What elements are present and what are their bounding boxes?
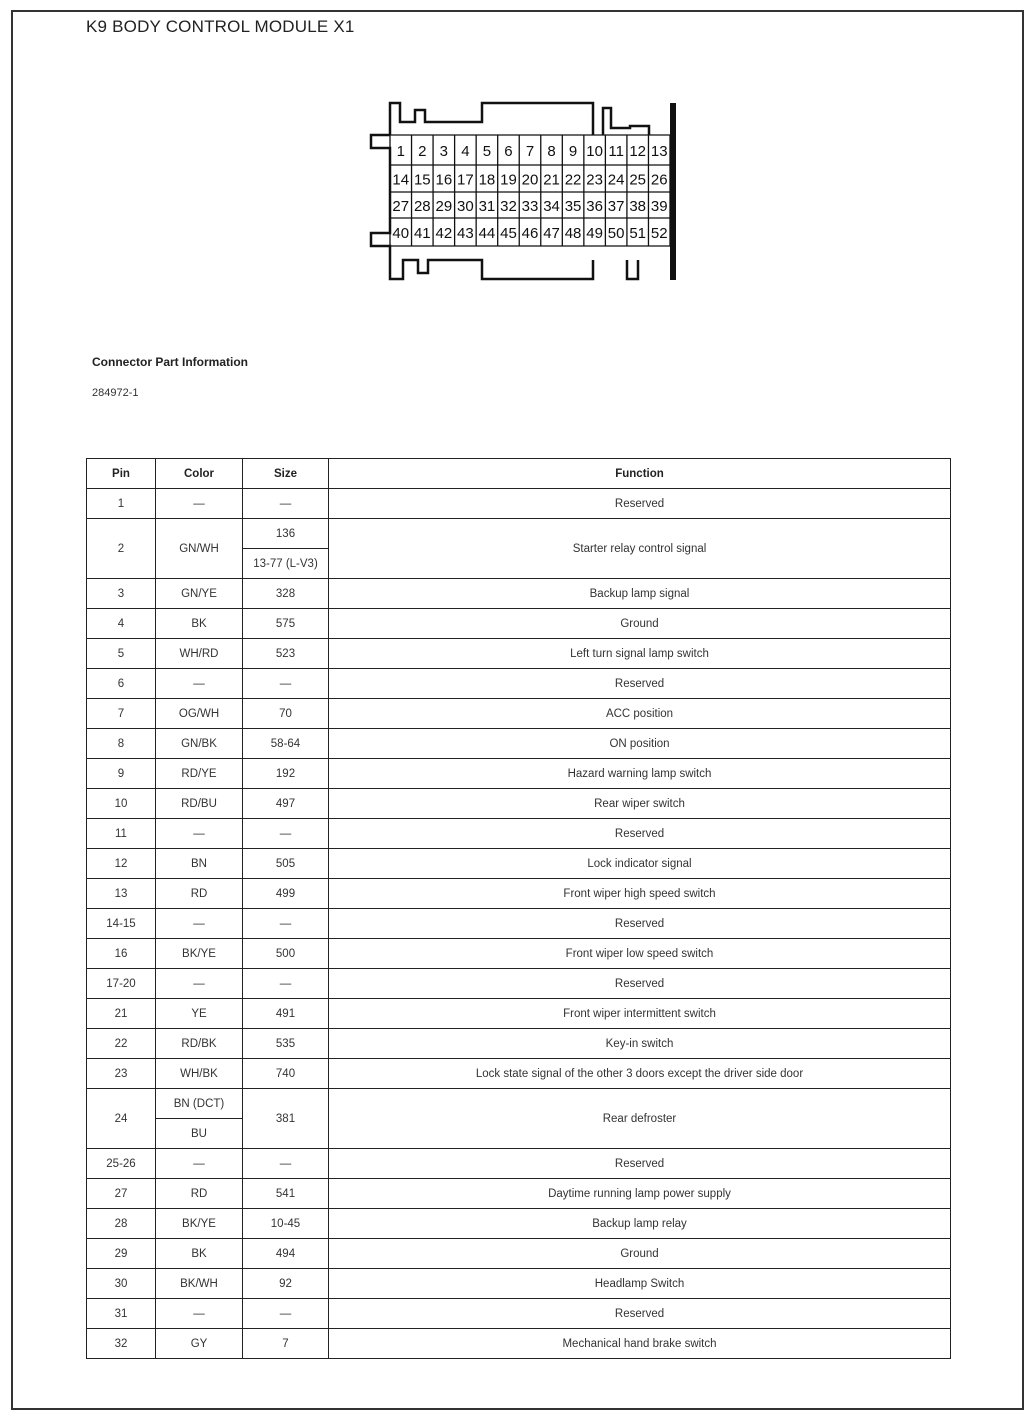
pin-cell: 27: [87, 1179, 156, 1209]
connector-pin-label: 12: [629, 143, 647, 160]
table-row: [87, 1089, 951, 1119]
color-cell: —: [156, 909, 243, 939]
size-cell: 58-64: [243, 729, 329, 759]
connector-pin-label: 33: [521, 198, 539, 215]
connector-pin-label: 39: [650, 198, 668, 215]
connector-part-number: 284972-1: [92, 387, 139, 399]
connector-pin-label: 15: [413, 171, 431, 189]
function-cell: Headlamp Switch: [329, 1269, 951, 1299]
function-cell: Daytime running lamp power supply: [329, 1179, 951, 1209]
color-cell: —: [156, 669, 243, 699]
table-row: [87, 1029, 951, 1059]
table-row: [87, 1299, 951, 1329]
color-cell: GN/YE: [156, 579, 243, 609]
connector-pin-label: 42: [435, 225, 453, 242]
color-cell: BK/WH: [156, 1269, 243, 1299]
pin-cell: 30: [87, 1269, 156, 1299]
size-cell: 505: [243, 849, 329, 879]
connector-pin-label: 11: [608, 143, 624, 160]
header-function: Function: [329, 459, 951, 489]
connector-pin-label: 24: [607, 171, 625, 189]
pin-cell: 11: [87, 819, 156, 849]
connector-pin-label: 26: [650, 171, 668, 189]
table-row: [87, 969, 951, 999]
table-row: [87, 1149, 951, 1179]
function-cell: Reserved: [329, 669, 951, 699]
size-cell: —: [243, 489, 329, 519]
color-cell: GN/BK: [156, 729, 243, 759]
function-cell: Backup lamp relay: [329, 1209, 951, 1239]
table-row: [87, 849, 951, 879]
pin-cell: 23: [87, 1059, 156, 1089]
connector-pin-label: 40: [392, 225, 410, 242]
size-cell: —: [243, 909, 329, 939]
connector-pin-label: 31: [478, 198, 496, 215]
pin-cell: 17-20: [87, 969, 156, 999]
size-cell: 10-45: [243, 1209, 329, 1239]
connector-pin-label: 25: [629, 171, 647, 189]
size-cell: 7: [243, 1329, 329, 1359]
connector-pin-label: 45: [500, 225, 517, 242]
size-cell: 499: [243, 879, 329, 909]
size-cell: 500: [243, 939, 329, 969]
connector-pin-label: 47: [543, 225, 560, 242]
pin-cell: 16: [87, 939, 156, 969]
connector-pin-label: 44: [478, 225, 496, 242]
connector-pin-label: 28: [413, 198, 431, 215]
function-cell: Backup lamp signal: [329, 579, 951, 609]
table-row: [87, 579, 951, 609]
function-cell: ON position: [329, 729, 951, 759]
connector-pin-label: 50: [607, 225, 625, 242]
table-row: [87, 729, 951, 759]
connector-pin-label: 35: [564, 198, 582, 215]
table-row: [87, 1239, 951, 1269]
color-cell: —: [156, 1149, 243, 1179]
connector-pin-label: 23: [586, 171, 603, 189]
connector-pin-label: 20: [521, 171, 539, 189]
size-cell: 328: [243, 579, 329, 609]
pin-cell: 2: [87, 519, 156, 579]
pin-cell: 10: [87, 789, 156, 819]
header-color: Color: [156, 459, 243, 489]
connector-pin-label: 16: [435, 171, 453, 189]
connector-pin-label: 3: [439, 143, 449, 160]
connector-pin-label: 32: [500, 198, 517, 215]
size-cell: —: [243, 969, 329, 999]
color-cell: GN/WH: [156, 519, 243, 579]
connector-pin-label: 5: [482, 143, 492, 160]
function-cell: Lock indicator signal: [329, 849, 951, 879]
function-cell: Starter relay control signal: [329, 519, 951, 579]
function-cell: Hazard warning lamp switch: [329, 759, 951, 789]
connector-pin-label: 1: [396, 143, 405, 160]
color-cell: BK/YE: [156, 939, 243, 969]
color-cell: —: [156, 489, 243, 519]
connector-pin-label: 30: [457, 198, 474, 215]
connector-pin-label: 29: [435, 198, 453, 215]
color-cell: —: [156, 969, 243, 999]
pin-cell: 25-26: [87, 1149, 156, 1179]
connector-pin-label: 37: [607, 198, 625, 215]
table-row: [87, 669, 951, 699]
function-cell: Reserved: [329, 1299, 951, 1329]
function-cell: Front wiper intermittent switch: [329, 999, 951, 1029]
pin-cell: 28: [87, 1209, 156, 1239]
size-cell: —: [243, 819, 329, 849]
table-row: [87, 789, 951, 819]
function-cell: Key-in switch: [329, 1029, 951, 1059]
table-row: [87, 699, 951, 729]
pin-cell: 9: [87, 759, 156, 789]
table-row: [87, 999, 951, 1029]
function-cell: Reserved: [329, 969, 951, 999]
function-cell: Ground: [329, 1239, 951, 1269]
size-cell: 136: [243, 519, 329, 549]
function-cell: Reserved: [329, 1149, 951, 1179]
pin-cell: 8: [87, 729, 156, 759]
connector-pin-label: 46: [521, 225, 539, 242]
connector-part-heading: Connector Part Information: [92, 355, 249, 369]
color-cell: —: [156, 819, 243, 849]
pin-cell: 31: [87, 1299, 156, 1329]
table-row: [87, 1269, 951, 1299]
connector-pin-label: 18: [478, 171, 496, 189]
page-title: K9 BODY CONTROL MODULE X1: [86, 17, 355, 36]
table-row: [87, 759, 951, 789]
pin-cell: 1: [87, 489, 156, 519]
function-cell: Reserved: [329, 909, 951, 939]
connector-pin-label: 21: [543, 171, 560, 189]
table-row: [87, 489, 951, 519]
pin-cell: 6: [87, 669, 156, 699]
table-row: [87, 879, 951, 909]
color-cell: RD/BK: [156, 1029, 243, 1059]
color-cell: BU: [156, 1119, 243, 1149]
size-cell: —: [243, 1299, 329, 1329]
size-cell: 192: [243, 759, 329, 789]
size-cell: 575: [243, 609, 329, 639]
connector-pin-label: 13: [650, 143, 668, 160]
pin-cell: 14-15: [87, 909, 156, 939]
size-cell: 523: [243, 639, 329, 669]
table-row: [87, 639, 951, 669]
color-cell: WH/BK: [156, 1059, 243, 1089]
color-cell: YE: [156, 999, 243, 1029]
pin-cell: 21: [87, 999, 156, 1029]
connector-pin-label: 22: [564, 171, 582, 189]
pin-cell: 22: [87, 1029, 156, 1059]
function-cell: Left turn signal lamp switch: [329, 639, 951, 669]
connector-pin-label: 49: [586, 225, 603, 242]
function-cell: Mechanical hand brake switch: [329, 1329, 951, 1359]
color-cell: BN: [156, 849, 243, 879]
size-cell: 381: [243, 1089, 329, 1149]
function-cell: Reserved: [329, 819, 951, 849]
connector-pin-label: 4: [461, 143, 470, 160]
connector-pin-label: 6: [504, 143, 513, 160]
pin-cell: 29: [87, 1239, 156, 1269]
color-cell: GY: [156, 1329, 243, 1359]
table-header-row: [87, 459, 951, 489]
connector-pin-label: 8: [547, 143, 556, 160]
size-cell: 740: [243, 1059, 329, 1089]
color-cell: —: [156, 1299, 243, 1329]
function-cell: ACC position: [329, 699, 951, 729]
function-cell: Lock state signal of the other 3 doors except the driver side door: [329, 1059, 951, 1089]
pin-cell: 5: [87, 639, 156, 669]
table-row: [87, 1329, 951, 1359]
table-row: [87, 909, 951, 939]
function-cell: Front wiper high speed switch: [329, 879, 951, 909]
table-row: [87, 519, 951, 549]
connector-pin-label: 36: [586, 198, 603, 215]
color-cell: BK/YE: [156, 1209, 243, 1239]
pin-table: [86, 458, 951, 1359]
pin-cell: 24: [87, 1089, 156, 1149]
size-cell: 535: [243, 1029, 329, 1059]
connector-pin-label: 17: [457, 171, 474, 189]
connector-pin-label: 27: [392, 198, 410, 215]
connector-pin-label: 19: [500, 171, 517, 189]
connector-pin-label: 43: [457, 225, 474, 242]
pin-cell: 13: [87, 879, 156, 909]
connector-pin-label: 10: [586, 143, 603, 160]
pin-cell: 12: [87, 849, 156, 879]
connector-pin-label: 7: [525, 143, 535, 160]
size-cell: 70: [243, 699, 329, 729]
connector-pin-label: 52: [650, 225, 668, 242]
table-row: [87, 1059, 951, 1089]
connector-pin-label: 2: [418, 143, 427, 160]
connector-pin-label: 34: [543, 198, 560, 215]
function-cell: Reserved: [329, 489, 951, 519]
connector-pin-label: 51: [629, 225, 647, 242]
color-cell: RD/YE: [156, 759, 243, 789]
table-row: [87, 1209, 951, 1239]
color-cell: OG/WH: [156, 699, 243, 729]
connector-pin-label: 14: [392, 171, 410, 189]
color-cell: RD/BU: [156, 789, 243, 819]
connector-pin-label: 9: [568, 143, 578, 160]
size-cell: —: [243, 1149, 329, 1179]
header-size: Size: [243, 459, 329, 489]
color-cell: BK: [156, 1239, 243, 1269]
size-cell: —: [243, 669, 329, 699]
connector-pin-label: 41: [413, 225, 431, 242]
size-cell: 491: [243, 999, 329, 1029]
size-cell: 541: [243, 1179, 329, 1209]
table-row: [87, 819, 951, 849]
color-cell: RD: [156, 1179, 243, 1209]
function-cell: Front wiper low speed switch: [329, 939, 951, 969]
pin-cell: 32: [87, 1329, 156, 1359]
size-cell: 494: [243, 1239, 329, 1269]
connector-pin-label: 38: [629, 198, 647, 215]
size-cell: 13-77 (L-V3): [243, 549, 329, 579]
connector-diagram: [365, 98, 685, 288]
function-cell: Ground: [329, 609, 951, 639]
color-cell: BN (DCT): [156, 1089, 243, 1119]
size-cell: 92: [243, 1269, 329, 1299]
function-cell: Rear defroster: [329, 1089, 951, 1149]
pin-cell: 4: [87, 609, 156, 639]
function-cell: Rear wiper switch: [329, 789, 951, 819]
color-cell: BK: [156, 609, 243, 639]
color-cell: RD: [156, 879, 243, 909]
header-pin: Pin: [87, 459, 156, 489]
color-cell: WH/RD: [156, 639, 243, 669]
table-row: [87, 609, 951, 639]
table-row: [87, 939, 951, 969]
table-row: [87, 1179, 951, 1209]
pin-cell: 3: [87, 579, 156, 609]
size-cell: 497: [243, 789, 329, 819]
connector-pin-label: 48: [564, 225, 582, 242]
pin-cell: 7: [87, 699, 156, 729]
